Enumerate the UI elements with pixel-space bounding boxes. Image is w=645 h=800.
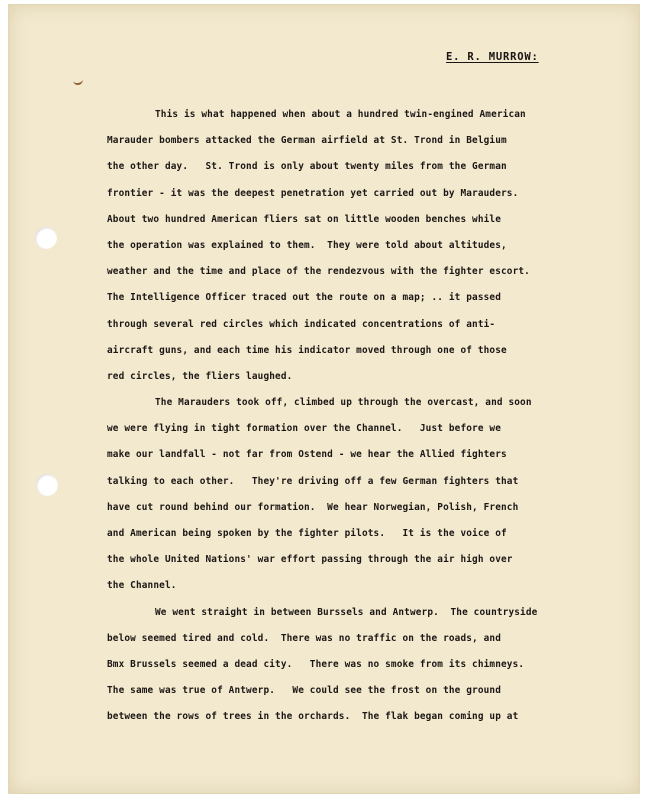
text-line: frontier - it was the deepest penetration yet carried out by Marauders. (107, 187, 519, 199)
author-header: E. R. MURROW: (446, 51, 539, 63)
text-line: Bmx Brussels seemed a dead city. There was no smoke from its chimneys. (107, 658, 525, 670)
typescript-page (8, 4, 640, 794)
text-line: and American being spoken by the fighter pilots. It is the voice of (107, 528, 507, 539)
text-line: Marauder bombers attacked the German airfield at St. Trond in Belgium (107, 135, 507, 147)
text-line: have cut round behind our formation. We hear Norwegian, Polish, French (107, 501, 519, 513)
paper-crease-mark (72, 76, 83, 85)
text-line: weather and the time and place of the rendezvous with the fighter escort. (107, 266, 530, 278)
paragraph-1 (107, 102, 607, 390)
text-line: the operation was explained to them. They were told about altitudes, (107, 239, 507, 251)
text-line: The same was true of Antwerp. We could see the frost on the ground (107, 685, 502, 697)
text-line: About two hundred American fliers sat on little wooden benches while (107, 213, 502, 225)
text-line: the other day. St. Trond is only about twenty miles from the German (107, 161, 507, 173)
paragraph-3 (107, 600, 607, 731)
text-line: the whole United Nations' war effort passing through the air high over (107, 554, 513, 566)
text-line: the Channel. (107, 580, 177, 592)
text-line: between the rows of trees in the orchards. The flak began coming up at (107, 711, 519, 723)
text-line: The Intelligence Officer traced out the route on a map; .. it passed (107, 292, 502, 304)
text-line: through several red circles which indicated concentrations of anti- (107, 318, 496, 330)
text-line: talking to each other. They're driving off a few German fighters that (107, 475, 519, 487)
text-line: We went straight in between Burssels and Antwerp. The countryside (155, 606, 538, 618)
paragraph-2 (107, 390, 607, 600)
text-line: This is what happened when about a hundred twin-engined American (155, 109, 526, 120)
text-line: aircraft guns, and each time his indicator moved through one of those (107, 344, 507, 356)
text-line: make our landfall - not far from Ostend - we hear the Allied fighters (107, 449, 507, 461)
text-line: below seemed tired and cold. There was no traffic on the roads, and (107, 632, 502, 644)
text-line: we were flying in tight formation over the Channel. Just before we (107, 423, 502, 435)
punch-hole-bottom (36, 474, 58, 496)
text-line: The Marauders took off, climbed up through the overcast, and soon (155, 397, 532, 409)
text-line: red circles, the fliers laughed. (107, 370, 293, 382)
document-body (107, 102, 607, 731)
punch-hole-top (35, 227, 57, 249)
